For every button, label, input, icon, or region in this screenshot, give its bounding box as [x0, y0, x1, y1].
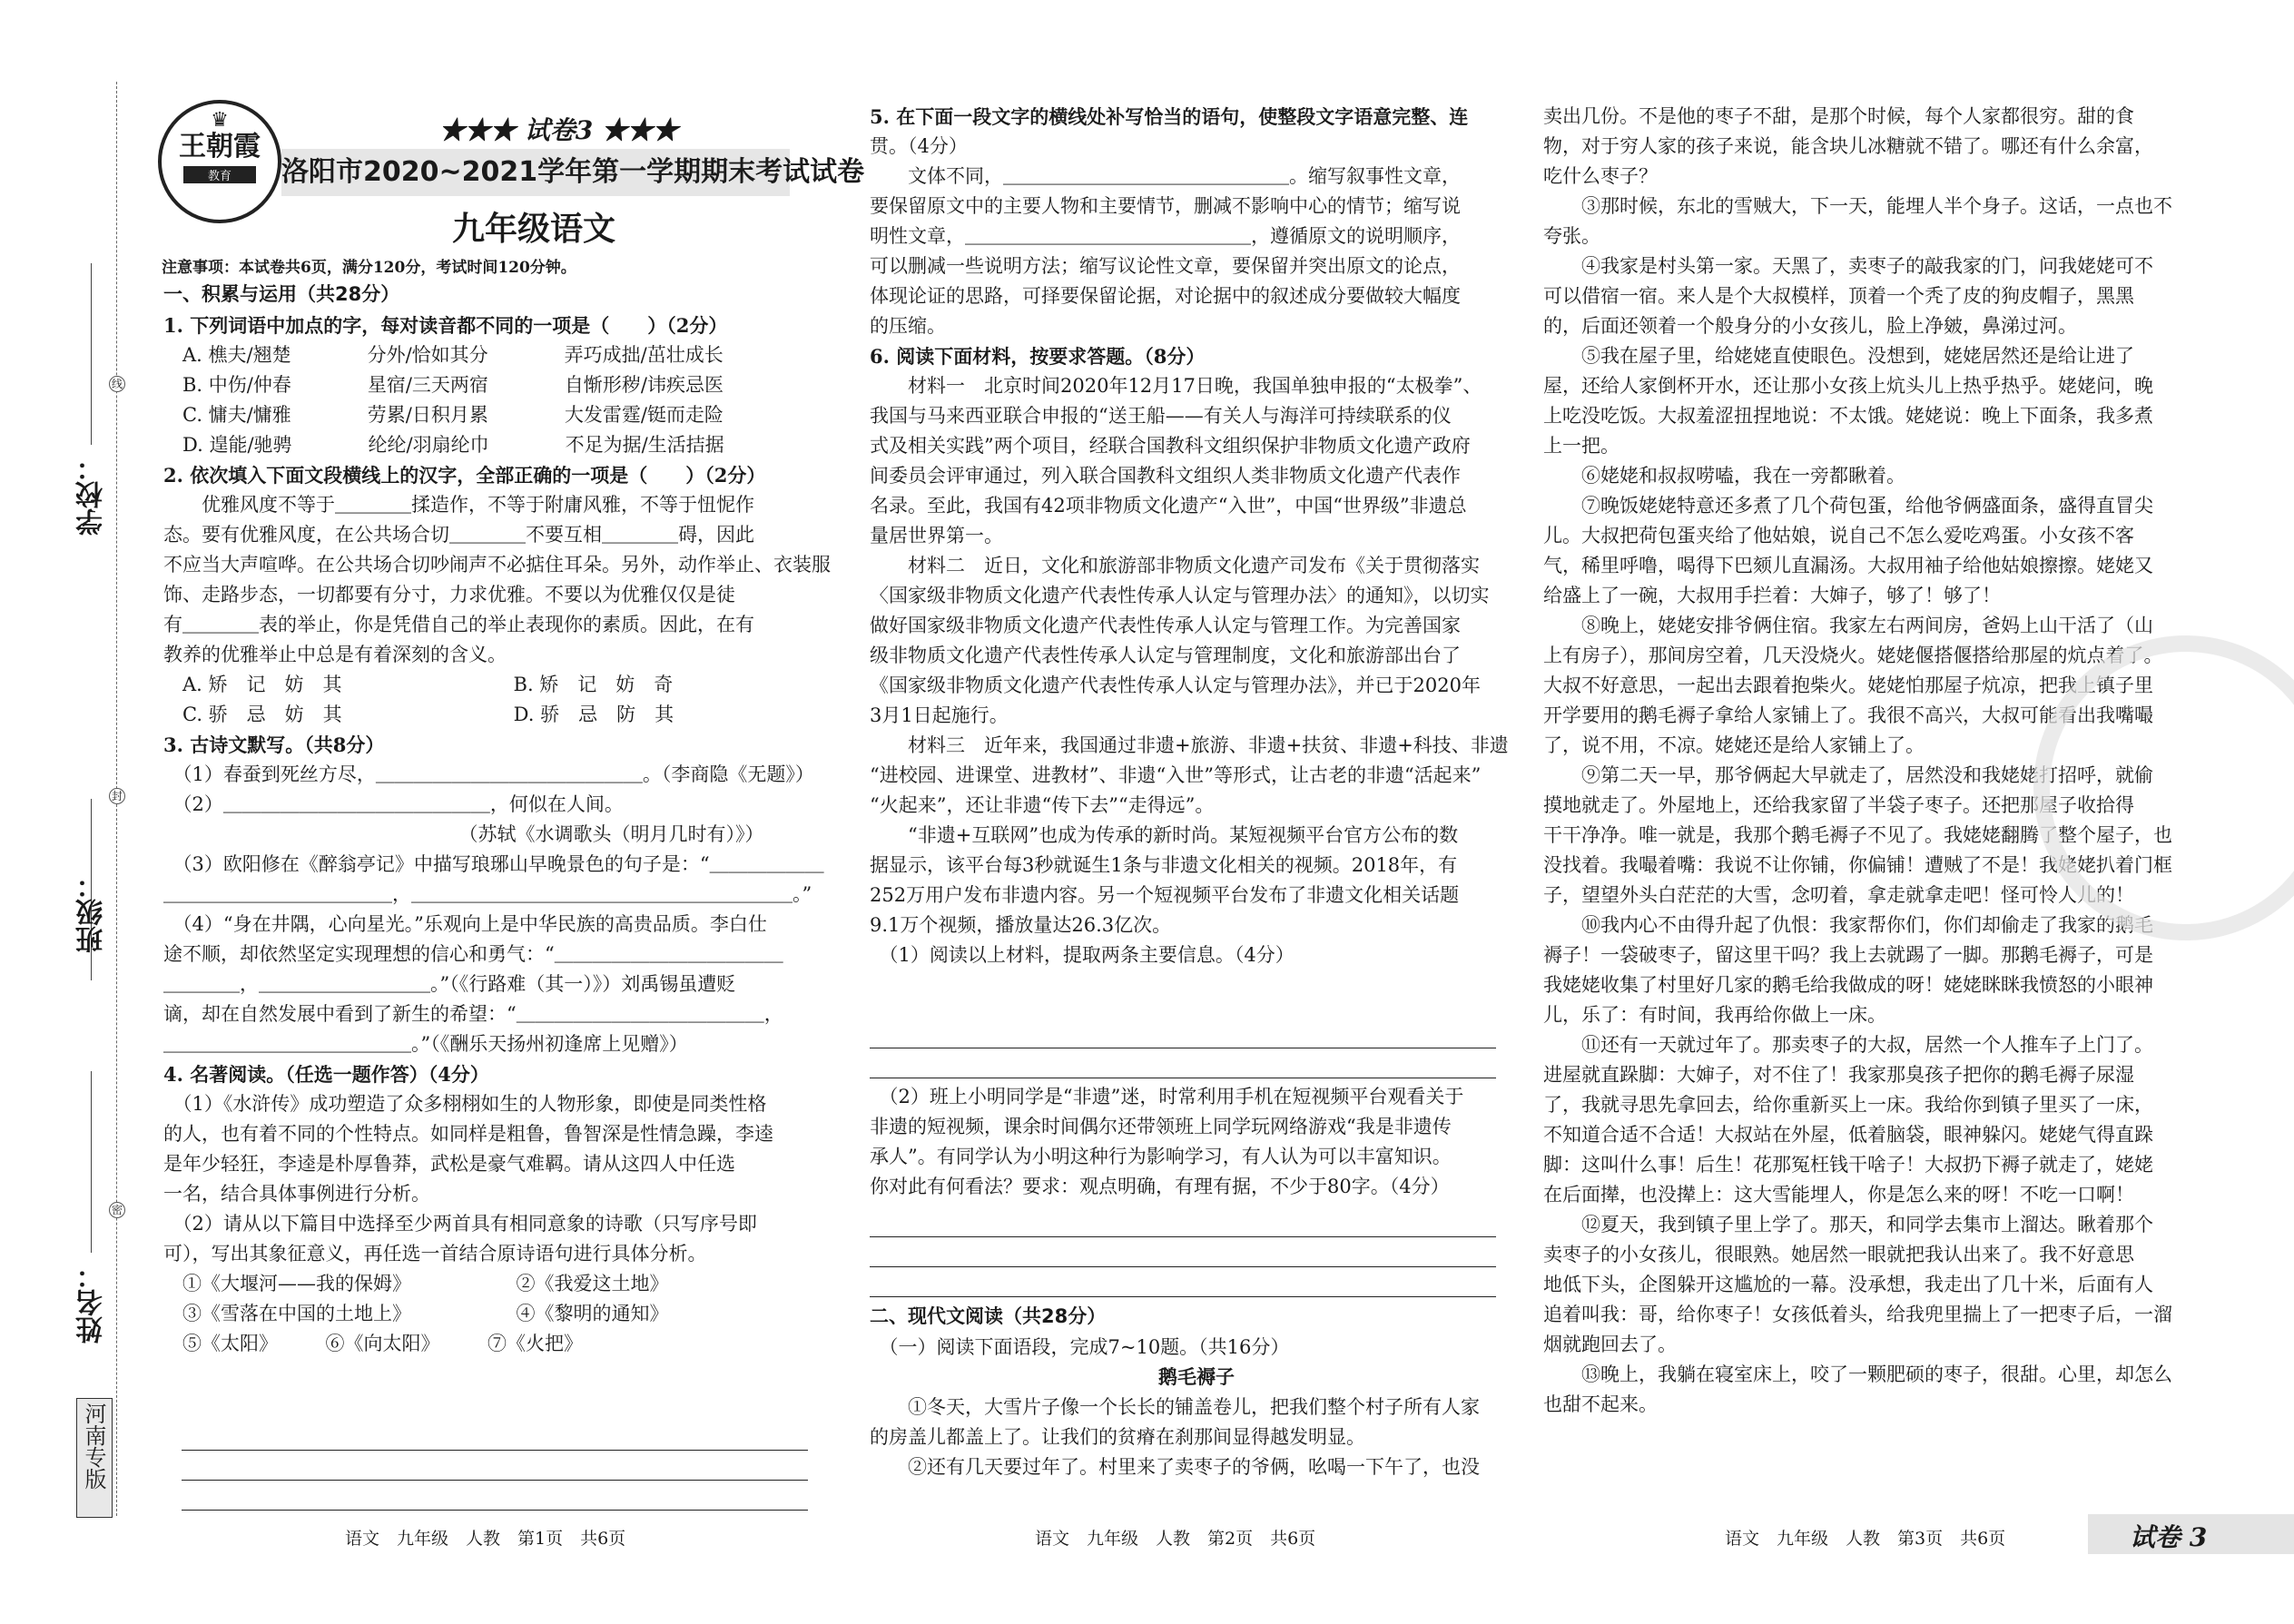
text-line: 可），写出其象征意义，再任选一首结合原诗语句进行具体分析。	[163, 1243, 707, 1265]
text-line: 9.1万个视频，播放量达26.3亿次。	[870, 914, 1172, 936]
text-line: ②还有几天要过年了。村里来了卖枣子的爷俩，吆喝一下午了，也没	[870, 1456, 1480, 1478]
text-line: （1）阅读以上材料，提取两条主要信息。（4分）	[870, 944, 1295, 966]
text-line: （2）＿＿＿＿＿＿＿＿＿＿＿＿＿＿，何似在人间。	[163, 793, 624, 815]
text-line: ⑪还有一天就过年了。那卖枣子的大叔，居然一个人推车子上门了。	[1543, 1034, 2153, 1056]
answer-line	[870, 1243, 1496, 1267]
text-line: （2）班上小明同学是“非遗”迷，时常利用手机在短视频平台观看关于	[870, 1086, 1464, 1107]
subject-title: 九年级语文	[452, 211, 616, 248]
text-line: 了，我就寻思先拿回去，给你重新买上一床。我给你到镇子里买了一床，	[1543, 1094, 2153, 1116]
paper-label: ★★★ 试卷3 ★★★	[439, 115, 678, 145]
logo-crown-icon: ♛	[211, 109, 229, 132]
text-line: 物，对于穷人家的孩子来说，能含块儿冰糖就不错了。哪还有什么余富，	[1543, 135, 2153, 157]
text-line: 我姥姥收集了村里好几家的鹅毛给我做成的呀！姥姥眯眯我愤怒的小眼神	[1543, 974, 2153, 996]
text-line: 有＿＿＿＿表的举止，你是凭借自己的举止表现你的素质。因此，在有	[163, 614, 754, 635]
text-line: 252万用户发布非遗内容。另一个短视频平台发布了非遗文化相关话题	[870, 884, 1460, 906]
school-label: 学校：	[76, 454, 108, 536]
logo-sub: 教育	[183, 166, 256, 183]
question-stem: 2. 依次填入下面文段横线上的汉字，全部正确的一项是（ ）（2分）	[163, 464, 766, 487]
region-text: 河南专版	[81, 1403, 106, 1490]
text-line: 据显示，该平台每3秒就诞生1条与非遗文化相关的视频。2018年，有	[870, 854, 1458, 876]
text-line: 级非物质文化遗产代表性传承人认定与管理制度，文化和旅游部出台了	[870, 645, 1461, 666]
answer-lines-q6-2	[870, 1207, 1496, 1303]
text-line: 你对此有何看法？要求：观点明确，有理有据，不少于80字。（4分）	[870, 1176, 1450, 1197]
text-line: ＿＿＿＿＿＿＿＿＿＿＿＿＿。”（《酬乐天扬州初逢席上见赠》）	[163, 1033, 688, 1055]
text-line: 的人，也有着不同的个性特点。如同样是粗鲁，鲁智深是性情急躁，李逵	[163, 1123, 773, 1145]
text-line: “进校园、进课堂、进教材”、非遗“入世”等形式，让古老的非遗“活起来”	[870, 764, 1482, 786]
text-line: 明性文章，＿＿＿＿＿＿＿＿＿＿＿＿＿＿＿，遵循原文的说明顺序，	[870, 225, 1461, 247]
exam-notice: 注意事项：本试卷共6页，满分120分，考试时间120分钟。	[162, 259, 576, 277]
text-line: （2）请从以下篇目中选择至少两首具有相同意象的诗歌（只写序号即	[163, 1213, 757, 1235]
text-line: ＿＿＿＿，＿＿＿＿＿＿＿＿＿。”（《行路难（其一）》）刘禹锡虽遭贬	[163, 973, 736, 995]
text-line: 不知道合适不合适！大叔站在外屋，低着脑袋，眼神躲闪。姥姥气得直跺	[1543, 1124, 2153, 1146]
text-line: 饰、走路步态，一切都要有分寸，力求优雅。不要以为优雅仅仅是徒	[163, 584, 735, 605]
text-line: 的压缩。	[870, 315, 946, 337]
text-line: （一）阅读下面语段，完成7~10题。（共16分）	[870, 1336, 1290, 1358]
text-line: 气，稀里呼噜，喝得下巴颏儿直漏汤。大叔用袖子给他姑娘擦擦。姥姥又	[1543, 555, 2153, 576]
text-line: 材料二 近日，文化和旅游部非物质文化遗产司发布《关于贯彻落实	[870, 555, 1480, 576]
text-line: 〈国家级非物质文化遗产代表性传承人认定与管理办法〉的通知》，以切实	[870, 585, 1490, 606]
text-line: 夸张。	[1543, 225, 1600, 247]
text-line: ⑦晚饭姥姥特意还多煮了几个荷包蛋，给他爷俩盛面条，盛得直冒尖	[1543, 495, 2153, 517]
footer-page-3: 语文 九年级 人教 第3页 共6页	[1725, 1529, 2006, 1549]
text-line: 材料三 近年来，我国通过非遗+旅游、非遗+扶贫、非遗+科技、非遗	[870, 734, 1509, 756]
mark-seal: 封	[109, 788, 125, 804]
name-line	[91, 1071, 92, 1253]
text-line: C. 慵夫/慵雅 劳累/日积月累 大发雷霆/铤而走险	[163, 404, 724, 426]
text-line: D. 遑能/驰骋 纶纶/羽扇纶巾 不足为据/生活拮据	[163, 434, 724, 456]
text-line: 上吃没吃饭。大叔羞涩扭捏地说：不太饿。姥姥说：晚上下面条，我多煮	[1543, 405, 2153, 427]
text-line: 式及相关实践”两个项目，经联合国教科文组织保护非物质文化遗产政府	[870, 435, 1471, 457]
column-page-1	[163, 278, 831, 1359]
text-line: 的，后面还领着一个般身分的小女孩儿，脸上净皴，鼻涕过河。	[1543, 315, 2077, 337]
footer-page-2: 语文 九年级 人教 第2页 共6页	[1035, 1529, 1316, 1549]
answer-line	[182, 1456, 808, 1481]
text-line: A. 樵夫/翘楚 分外/恰如其分 弄巧成拙/茁壮成长	[163, 344, 724, 366]
mark-line: 线	[109, 376, 125, 392]
text-line: “非遗+互联网”也成为传承的新时尚。某短视频平台官方公布的数	[870, 824, 1459, 846]
text-line: ⑤《太阳》 ⑥《向太阳》 ⑦《火把》	[163, 1333, 583, 1354]
column-page-2	[870, 102, 1523, 970]
exam-title-banner	[281, 149, 865, 196]
text-line: 吃什么枣子？	[1543, 165, 1658, 187]
text-line: ③那时候，东北的雪贼大，下一天，能埋人半个身子。这话，一点也不	[1543, 195, 2172, 217]
passage-title: 鹅毛褥子	[1158, 1366, 1235, 1388]
text-line: （4）“身在井隅，心向星光。”乐观向上是中华民族的高贵品质。李白仕	[163, 913, 767, 935]
question-stem: 5. 在下面一段文字的横线处补写恰当的语句，使整段文字语意完整、连	[870, 105, 1469, 128]
text-line: 贯。（4分）	[870, 135, 968, 157]
region-badge	[76, 1398, 113, 1518]
text-line: 干干净净。唯一就是，我那个鹅毛褥子不见了。我姥姥翻腾了整个屋子，也	[1543, 824, 2172, 846]
text-line: 优雅风度不等于＿＿＿＿揉造作，不等于附庸风雅，不等于忸怩作	[163, 494, 754, 516]
text-line: 态。要有优雅风度，在公共场合切＿＿＿＿不要互相＿＿＿＿碍，因此	[163, 524, 754, 546]
text-line: 我国与马来西亚联合申报的“送王船——有关人与海洋可持续联系的仪	[870, 405, 1452, 427]
text-line: 体现论证的思路，可择要保留论据，对论据中的叙述成分要做较大幅度	[870, 285, 1461, 307]
text-line: （3）欧阳修在《醉翁亭记》中描写琅琊山早晚景色的句子是：“＿＿＿＿＿＿	[163, 853, 824, 875]
text-line: （苏轼《水调歌头（明月几时有）》）	[163, 823, 764, 845]
text-line: 材料一 北京时间2020年12月17日晚，我国单独申报的“太极拳”、	[870, 375, 1482, 397]
text-line: 教养的优雅举止中总是有着深刻的含义。	[163, 644, 507, 665]
publisher-logo	[158, 100, 281, 223]
text-line: 没找着。我嘬着嘴：我说不让你铺，你偏铺！遭贼了不是！我姥姥扒着门框	[1543, 854, 2172, 876]
text-line: 摸地就走了。外屋地上，还给我家留了半袋子枣子。还把那屋子收拾得	[1543, 794, 2134, 816]
text-line: 大叔不好意思，一起出去跟着抱柴火。姥姥怕那屋子炕凉，把我上镇子里	[1543, 674, 2153, 696]
text-line: 做好国家级非物质文化遗产代表性传承人认定与管理工作。为完善国家	[870, 615, 1461, 636]
text-line: 了，说不用，不凉。姥姥还是给人家铺上了。	[1543, 734, 1925, 756]
text-line: “火起来”，还让非遗“传下去”“走得远”。	[870, 794, 1215, 816]
text-line: ③《雪落在中国的土地上》 ④《黎明的通知》	[163, 1303, 669, 1324]
name-label: 姓名：	[76, 1262, 108, 1343]
mark-secret: 密	[109, 1202, 125, 1218]
text-line: 名录。至此，我国有42项非物质文化遗产“入世”，中国“世界级”非遗总	[870, 495, 1467, 517]
text-line: 的房盖儿都盖上了。让我们的贫瘠在刹那间显得越发明显。	[870, 1426, 1365, 1448]
question-stem: 1. 下列词语中加点的字，每对读音都不同的一项是（ ）（2分）	[163, 314, 728, 337]
answer-line	[870, 1273, 1496, 1297]
text-line: （1）春蚕到死丝方尽，＿＿＿＿＿＿＿＿＿＿＿＿＿＿。（李商隐《无题》）	[163, 763, 814, 785]
text-line: 子，望望外头白茫茫的大雪，念叨着，拿走就拿走吧！怪可怜人儿的！	[1543, 884, 2134, 906]
question-stem: 6. 阅读下面材料，按要求答题。（8分）	[870, 345, 1206, 368]
text-line: 非遗的短视频，课余时间偶尔还带领班上同学玩网络游戏“我是非遗传	[870, 1116, 1452, 1137]
text-line: 褥子！一袋破枣子，留这里干吗？我上去就踢了一脚。那鹅毛褥子，可是	[1543, 944, 2153, 966]
text-line: 脚：这叫什么事！后生！花那冤枉钱干啥子！大叔扔下褥子就走了，姥姥	[1543, 1154, 2153, 1176]
text-line: 地低下头，企图躲开这尴尬的一幕。没承想，我走出了几十米，后面有人	[1543, 1274, 2153, 1295]
text-line: B. 中伤/仲春 星宿/三天两宿 自惭形秽/讳疾忌医	[163, 374, 724, 396]
text-line: 途不顺，却依然坚定实现理想的信心和勇气：“＿＿＿＿＿＿＿＿＿＿＿＿	[163, 943, 783, 965]
answer-line	[870, 1024, 1496, 1048]
text-line: （1）《水浒传》成功塑造了众多栩栩如生的人物形象，即使是同类性格	[163, 1093, 767, 1115]
footer-page-1: 语文 九年级 人教 第1页 共6页	[345, 1529, 626, 1549]
answer-line	[870, 1054, 1496, 1078]
text-line: 进屋就直跺脚：大婶子，对不住了！我家那臭孩子把你的鹅毛褥子尿湿	[1543, 1064, 2134, 1086]
text-line: 开学要用的鹅毛褥子拿给人家铺上了。我很不高兴，大叔可能看出我嘴嘬	[1543, 704, 2153, 726]
text-line: 儿，乐了：有时间，我再给你做上一床。	[1543, 1004, 1886, 1026]
text-line: 给盛上了一碗，大叔用手拦着：大婶子，够了！够了！	[1543, 585, 2001, 606]
text-line: ⑤我在屋子里，给姥姥直使眼色。没想到，姥姥居然还是给让进了	[1543, 345, 2134, 367]
text-line: ①冬天，大雪片子像一个长长的铺盖卷儿，把我们整个村子所有人家	[870, 1396, 1480, 1418]
answer-lines-q4	[182, 1421, 808, 1516]
text-line: ⑬晚上，我躺在寝室床上，咬了一颗肥硕的枣子，很甜。心里，却怎么	[1543, 1363, 2172, 1385]
text-line: A. 矫 记 妨 其 B. 矫 记 妨 奇	[163, 674, 674, 695]
text-line: 是年少轻狂，李逵是朴厚鲁莽，武松是豪气难羁。请从这四人中任选	[163, 1153, 735, 1175]
text-line: 一名，结合具体事例进行分析。	[163, 1183, 430, 1205]
text-line: ①《大堰河——我的保姆》 ②《我爱这土地》	[163, 1273, 669, 1294]
section-heading: 一、积累与运用（共28分）	[163, 283, 400, 305]
text-line: 要保留原文中的主要人物和主要情节，删减不影响中心的情节；缩写说	[870, 195, 1461, 217]
text-line: C. 骄 忌 妨 其 D. 骄 忌 防 其	[163, 704, 674, 725]
text-line: 追着叫我：哥，给你枣子！女孩低着头，给我兜里揣上了一把枣子后，一溜	[1543, 1304, 2172, 1325]
answer-line	[182, 1486, 808, 1511]
exam-title: 洛阳市2020~2021学年第一学期期末考试试卷	[281, 156, 865, 188]
text-line: 也甜不起来。	[1543, 1393, 1658, 1415]
text-line: ⑥姥姥和叔叔唠嗑，我在一旁都瞅着。	[1543, 465, 1905, 487]
question-stem: 4. 名著阅读。（任选一题作答）（4分）	[163, 1063, 489, 1086]
corner-badge	[2088, 1514, 2294, 1554]
column-page-2-reading	[870, 1300, 1523, 1482]
text-line: ⑩我内心不由得升起了仇恨：我家帮你们，你们却偷走了我家的鹅毛	[1543, 914, 2153, 936]
text-line: ④我家是村头第一家。天黑了，卖枣子的敲我家的门，问我姥姥可不	[1543, 255, 2153, 277]
text-line: ⑧晚上，姥姥安排爷俩住宿。我家左右两间房，爸妈上山干活了（山	[1543, 615, 2153, 636]
text-line: 量居世界第一。	[870, 525, 1003, 546]
text-line: 上一把。	[1543, 435, 1620, 457]
text-line: 卖枣子的小女孩儿，很眼熟。她居然一眼就把我认出来了。我不好意思	[1543, 1244, 2134, 1265]
text-line: 谪，却在自然发展中看到了新生的希望：“＿＿＿＿＿＿＿＿＿＿＿＿＿，	[163, 1003, 783, 1025]
corner-badge-text: 试卷 3	[2130, 1522, 2208, 1552]
text-line: 卖出几份。不是他的枣子不甜，是那个时候，每个人家都很穷。甜的食	[1543, 105, 2134, 127]
text-line: 文体不同，＿＿＿＿＿＿＿＿＿＿＿＿＿＿＿。缩写叙事性文章，	[870, 165, 1461, 187]
question-stem: 3. 古诗文默写。（共8分）	[163, 733, 385, 756]
school-line	[91, 263, 92, 445]
answer-line	[870, 1213, 1496, 1237]
text-line: 可以借宿一宿。来人是个大叔模样，顶着一个秃了皮的狗皮帽子，黑黑	[1543, 285, 2134, 307]
text-line: 在后面撵，也没撵上：这大雪能埋人，你是怎么来的呀！不吃一口啊！	[1543, 1184, 2134, 1206]
text-line: ⑫夏天，我到镇子里上学了。那天，和同学去集市上溜达。瞅着那个	[1543, 1214, 2153, 1235]
text-line: ＿＿＿＿＿＿＿＿＿＿＿＿，＿＿＿＿＿＿＿＿＿＿＿＿＿＿＿＿＿＿＿＿。”	[163, 883, 812, 905]
section-heading: 二、现代文阅读（共28分）	[870, 1305, 1107, 1327]
text-line: ⑨第二天一早，那爷俩起大早就走了，居然没和我姥姥打招呼，就偷	[1543, 764, 2153, 786]
answer-line	[182, 1426, 808, 1451]
text-line: 不应当大声喧哗。在公共场合切吵闹声不必掂住耳朵。另外，动作举止、衣装服	[163, 554, 831, 576]
text-line: 间委员会评审通过，列入联合国教科文组织人类非物质文化遗产代表作	[870, 465, 1461, 487]
text-line: 儿。大叔把荷包蛋夹给了他姑娘，说自己不怎么爱吃鸡蛋。小女孩不客	[1543, 525, 2134, 546]
text-line: 可以删减一些说明方法；缩写议论性文章，要保留并突出原文的论点，	[870, 255, 1461, 277]
text-line: 承人”。有同学认为小明这种行为影响学习，有人认为可以丰富知识。	[870, 1146, 1452, 1167]
answer-lines-q6-1	[870, 1019, 1496, 1084]
class-label: 班级：	[76, 871, 108, 953]
text-line: 屋，还给人家倒杯开水，还让那小女孩上炕头儿上热乎热乎。姥姥问，晚	[1543, 375, 2153, 397]
text-line: 烟就跑回去了。	[1543, 1334, 1677, 1355]
logo-text: 王朝霞	[179, 131, 261, 162]
text-line: 《国家级非物质文化遗产代表性传承人认定与管理办法》，并已于2020年	[870, 674, 1481, 696]
column-page-2-q6-2	[870, 1082, 1523, 1202]
text-line: 上有房子），那间房空着，几天没烧火。姥姥偃搭偃搭给那屋的炕点着了。	[1543, 645, 2163, 666]
text-line: 3月1日起施行。	[870, 704, 1009, 726]
